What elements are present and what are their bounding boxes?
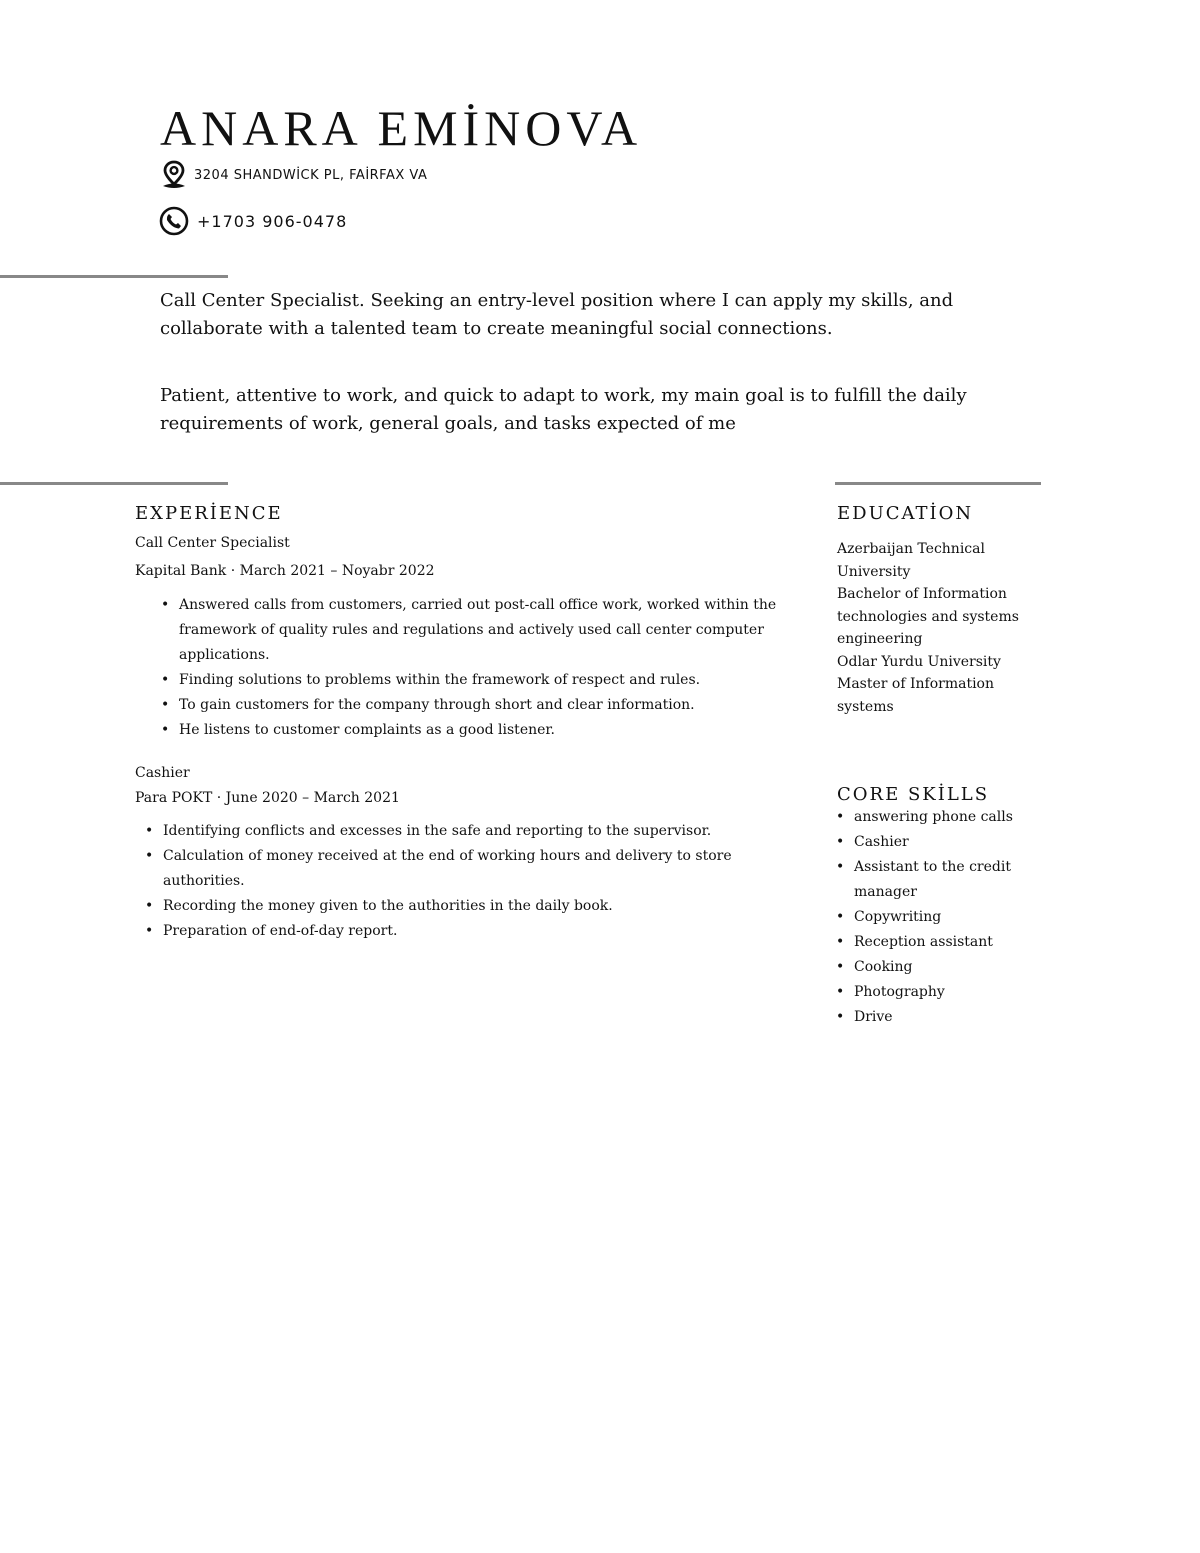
list-item: • answering phone calls [854, 805, 1034, 830]
list-item: • Identifying conflicts and excesses in the safe and reporting to the supervisor. [163, 819, 778, 844]
phone-icon [159, 206, 189, 236]
education-school: Azerbaijan Technical University [837, 541, 985, 580]
list-item: • Preparation of end-of-day report. [163, 919, 778, 944]
job-title: Cashier [135, 765, 190, 781]
phone-text: +1703 906-0478 [197, 211, 348, 231]
job-2 [135, 765, 190, 781]
phone-line [159, 206, 347, 236]
candidate-name: ANARA EMİNOVA [160, 100, 643, 156]
address-line [160, 160, 427, 190]
job-1-meta [135, 563, 435, 579]
skills-heading: CORE SKİLLS [837, 784, 990, 805]
experience-heading: EXPERİENCE [135, 503, 283, 524]
job-1-bullets [179, 593, 789, 743]
list-item: • Cashier [854, 830, 1034, 855]
job-meta: Kapital Bank · March 2021 – Noyabr 2022 [135, 563, 435, 579]
education-heading: EDUCATİON [837, 503, 974, 524]
list-item: • Photography [854, 980, 1034, 1005]
address-text: 3204 SHANDWİCK PL, FAİRFAX VA [194, 167, 428, 183]
summary-paragraph-1: Call Center Specialist. Seeking an entry-level position where I can apply my skills, and collaborate with a talented team to create meaningful social connections. [160, 290, 954, 339]
skills-list [854, 805, 1034, 1030]
list-item: • To gain customers for the company through short and clear information. [179, 693, 789, 718]
list-item: • Recording the money given to the authorities in the daily book. [163, 894, 778, 919]
education-degree: Master of Information systems [837, 676, 995, 715]
list-item: • Finding solutions to problems within the framework of respect and rules. [179, 668, 789, 693]
list-item: • Cooking [854, 955, 1034, 980]
divider [835, 482, 1041, 485]
job-2-meta [135, 790, 400, 806]
location-pin-icon [160, 160, 188, 190]
list-item: • Copywriting [854, 905, 1034, 930]
list-item: • Answered calls from customers, carried out post-call office work, worked within the framework of quality rules and regulations and actively used call center computer applications. [179, 593, 789, 668]
list-item: • He listens to customer complaints as a good listener. [179, 718, 789, 743]
education-degree: Bachelor of Information technologies and systems engineering [837, 586, 1019, 647]
list-item: • Drive [854, 1005, 1034, 1030]
list-item: • Assistant to the credit manager [854, 855, 1034, 905]
job-meta: Para POKT · June 2020 – March 2021 [135, 790, 400, 806]
summary-paragraph-2: Patient, attentive to work, and quick to adapt to work, my main goal is to fulfill the daily requirements of work, general goals, and tasks expected of me [160, 385, 967, 434]
job-title: Call Center Specialist [135, 535, 290, 551]
divider [0, 275, 228, 278]
job-1 [135, 535, 290, 551]
job-2-bullets [163, 819, 778, 944]
education-school: Odlar Yurdu University [837, 653, 1001, 670]
list-item: • Calculation of money received at the end of working hours and delivery to store authorities. [163, 844, 778, 894]
education-list [837, 538, 1037, 718]
divider [0, 482, 228, 485]
list-item: • Reception assistant [854, 930, 1034, 955]
